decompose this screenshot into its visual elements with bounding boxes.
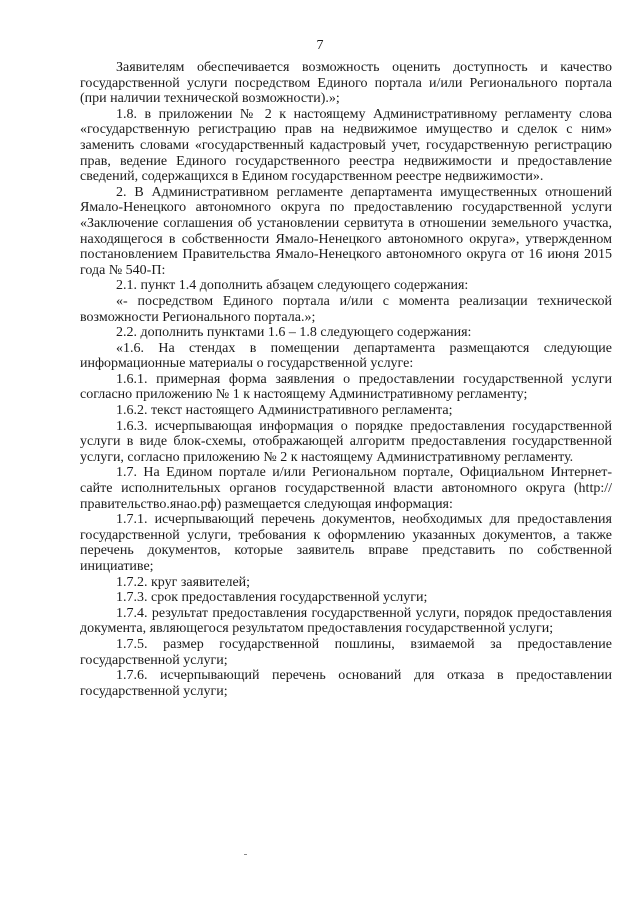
paragraph: «- посредством Единого портала и/или с момента реализации технической возможности Регионального портала.»; bbox=[80, 293, 612, 325]
paragraph: 2.2. дополнить пунктами 1.6 – 1.8 следующего содержания: bbox=[116, 325, 472, 341]
paragraph: 1.7.5. размер государственной пошлины, взимаемой за предоставление государственной услуги; bbox=[80, 636, 612, 668]
document-body bbox=[80, 60, 612, 699]
paragraph: 2.1. пункт 1.4 дополнить абзацем следующего содержания: bbox=[116, 278, 469, 294]
scan-speck bbox=[244, 854, 247, 855]
paragraph: 1.6.2. текст настоящего Административного регламента; bbox=[116, 403, 453, 419]
paragraph: 1.6.1. примерная форма заявления о предоставлении государственной услуги согласно приложению № 1 к настоящему Административному регламенту; bbox=[80, 371, 612, 403]
paragraph: 1.7.3. срок предоставления государственной услуги; bbox=[116, 590, 428, 606]
paragraph: 2. В Административном регламенте департамента имущественных отношений Ямало-Ненецкого автономного округа по предоставлению государственной услуги «Заключение соглашения об установлении сервитута в отношении земельного участка, находящегося в собственности Ямало-Ненецкого автономного округа», утвержденном постановлением Правительства Ямало-Ненецкого автономного округа от 16 июня 2015 года № 540-П: bbox=[80, 184, 612, 278]
paragraph: «1.6. На стендах в помещении департамента размещаются следующие информационные материалы о государственной услуге: bbox=[80, 340, 612, 372]
paragraph: 1.8. в приложении № 2 к настоящему Административному регламенту слова «государственную регистрацию прав на недвижимое имущество и сделок с ним» заменить словами «государственный кадастровый учет, государственную регистрацию прав, ведение Единого государственного реестра недвижимости и предоставление сведений, содержащихся в Едином государственном реестре недвижимости». bbox=[80, 106, 612, 185]
paragraph: 1.7.1. исчерпывающий перечень документов, необходимых для предоставления государственной услуги, требования к оформлению указанных документов, а также перечень документов, которые заявитель вправе представить по собственной инициативе; bbox=[80, 512, 612, 574]
paragraph: 1.7.6. исчерпывающий перечень оснований для отказа в предоставлении государственной услуги; bbox=[80, 668, 612, 699]
page-number: 7 bbox=[316, 38, 324, 53]
paragraph: 1.7. На Едином портале и/или Региональном портале, Официальном Интернет-сайте исполнительных органов государственной власти автономного округа (http://правительство.янао.рф) размещается следующая информация: bbox=[80, 465, 612, 512]
paragraph: 1.7.4. результат предоставления государственной услуги, порядок предоставления документа, являющегося результатом предоставления государственной услуги; bbox=[80, 605, 612, 637]
paragraph: 1.7.2. круг заявителей; bbox=[116, 574, 251, 590]
paragraph: 1.6.3. исчерпывающая информация о порядке предоставления государственной услуги в виде блок-схемы, отображающей алгоритм предоставления государственной услуги, согласно приложению № 2 к настоящему Административному регламенту. bbox=[80, 418, 612, 465]
paragraph: Заявителям обеспечивается возможность оценить доступность и качество государственной услуги посредством Единого портала и/или Регионального портала (при наличии технической возможности).»; bbox=[80, 60, 612, 107]
